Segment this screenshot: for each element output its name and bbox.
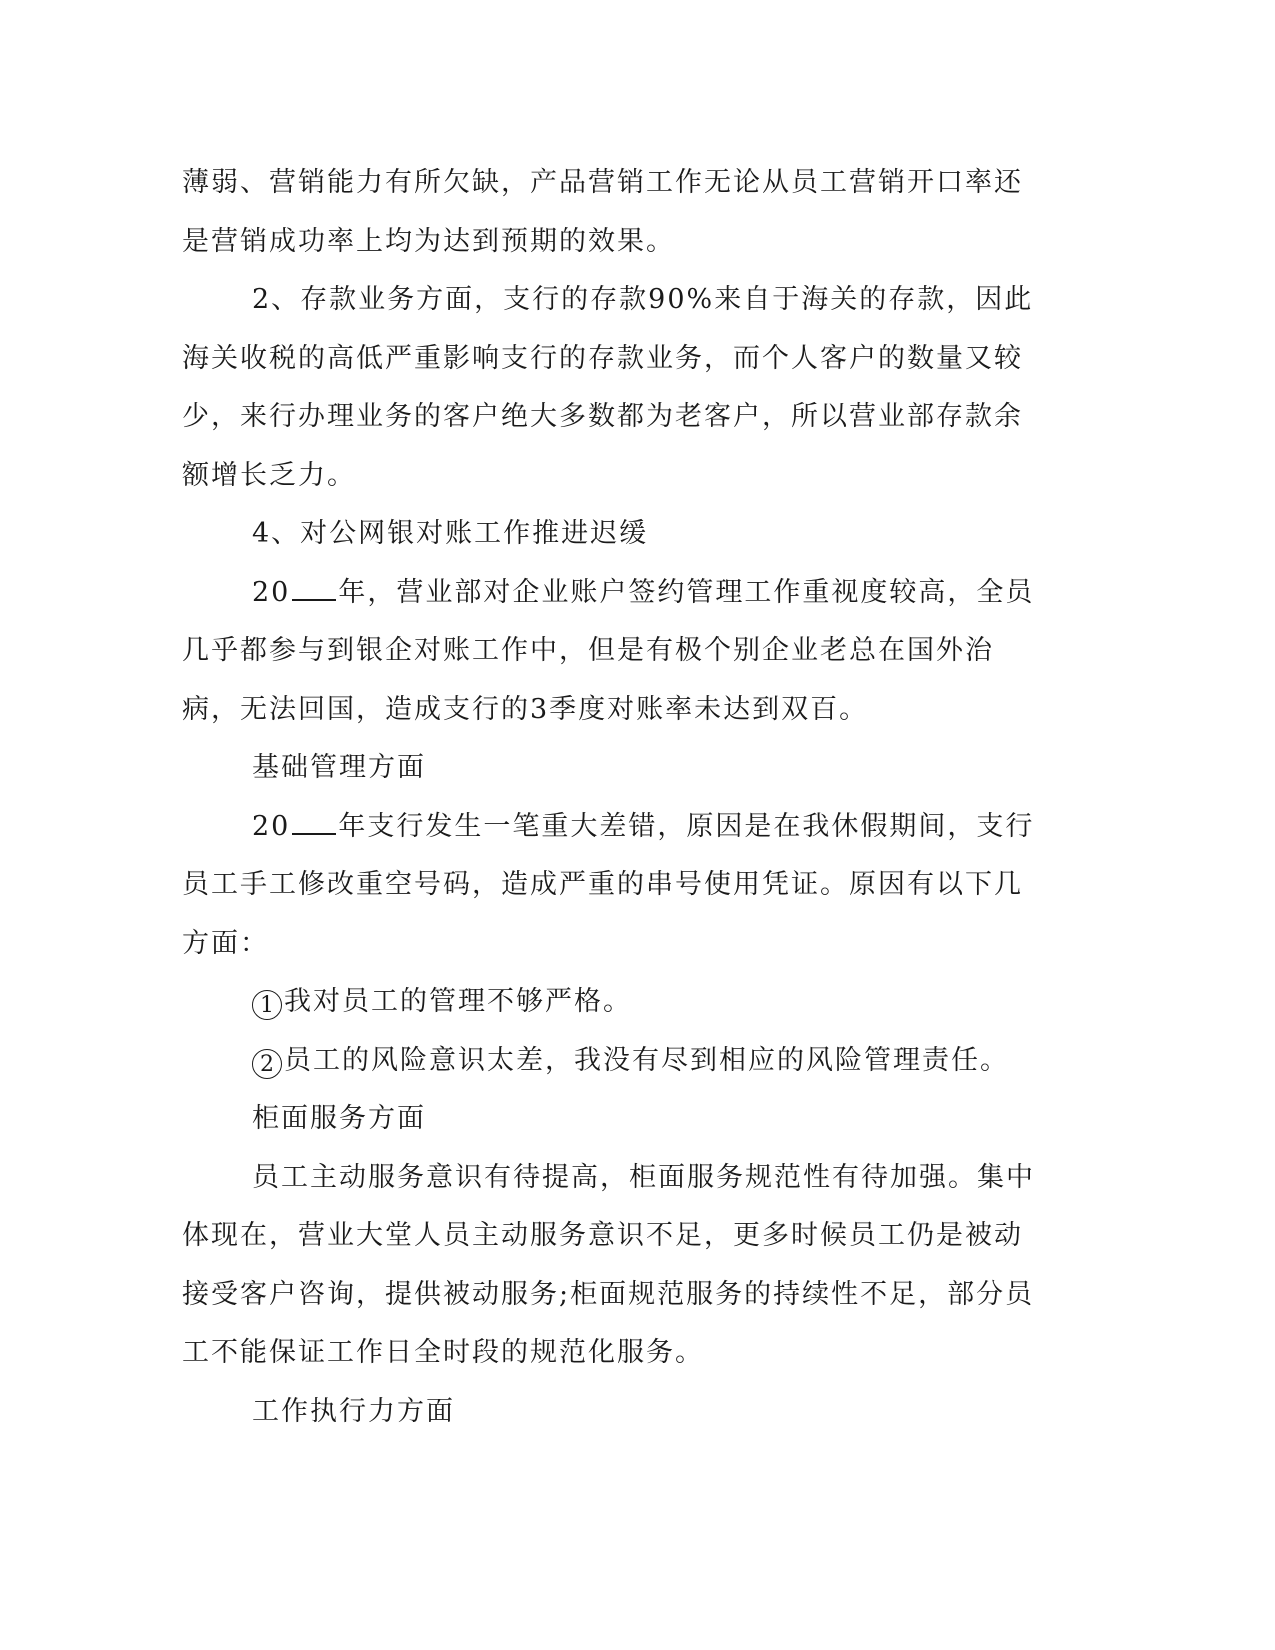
document-body: [182, 154, 1042, 1441]
year-prefix: 20: [252, 810, 291, 842]
paragraph-continuation: [182, 154, 1042, 271]
year-blank: [292, 811, 336, 835]
paragraph-text: 2、存款业务方面，支行的存款90%来自于海关的存款，因此海关收税的高低严重影响支行的存款业务，而个人客户的数量又较少，来行办理业务的客户绝大多数都为老客户，所以营业部存款余额增长乏力。: [182, 284, 1034, 491]
paragraph-service-awareness: [182, 1149, 1042, 1383]
paragraph-major-error: [182, 798, 1042, 974]
paragraph-text: 员工主动服务意识有待提高，柜面服务规范性有待加强。集中体现在，营业大堂人员主动服务意识不足，更多时候员工仍是被动接受客户咨询，提供被动服务;柜面规范服务的持续性不足，部分员工不能保证工作日全时段的规范化服务。: [182, 1161, 1035, 1368]
paragraph-text: 我对员工的管理不够严格。: [284, 986, 632, 1017]
paragraph-text: 柜面服务方面: [252, 1103, 426, 1134]
paragraph-text: 工作执行力方面: [252, 1395, 455, 1427]
heading-counter-service: [182, 1090, 1042, 1149]
circled-number-marker: 1: [252, 990, 282, 1020]
paragraph-account-signing: [182, 564, 1042, 740]
paragraph-text: 年支行发生一笔重大差错，原因是在我休假期间，支行员工手工修改重空号码，造成严重的串号使用凭证。原因有以下几方面：: [182, 810, 1035, 959]
list-item-reason-1: [182, 973, 1042, 1032]
paragraph-text: 员工的风险意识太差，我没有尽到相应的风险管理责任。: [284, 1044, 1009, 1076]
paragraph-text: 薄弱、营销能力有所欠缺，产品营销工作无论从员工营销开口率还是营销成功率上均为达到预期的效果。: [182, 167, 1023, 257]
paragraph-text: 年，营业部对企业账户签约管理工作重视度较高，全员几乎都参与到银企对账工作中，但是有极个别企业老总在国外治病，无法回国，造成支行的3季度对账率未达到双百。: [182, 576, 1035, 725]
year-blank: [292, 577, 336, 601]
paragraph-text: 基础管理方面: [252, 752, 426, 783]
list-item-reason-2: [182, 1032, 1042, 1091]
heading-execution: [182, 1383, 1042, 1442]
paragraph-deposit-business: [182, 271, 1042, 505]
heading-online-banking-reconciliation: [182, 505, 1042, 564]
circled-number-marker: 2: [252, 1049, 282, 1079]
paragraph-text: 4、对公网银对账工作推进迟缓: [252, 518, 649, 549]
year-prefix: 20: [252, 576, 291, 608]
heading-basic-management: [182, 739, 1042, 798]
